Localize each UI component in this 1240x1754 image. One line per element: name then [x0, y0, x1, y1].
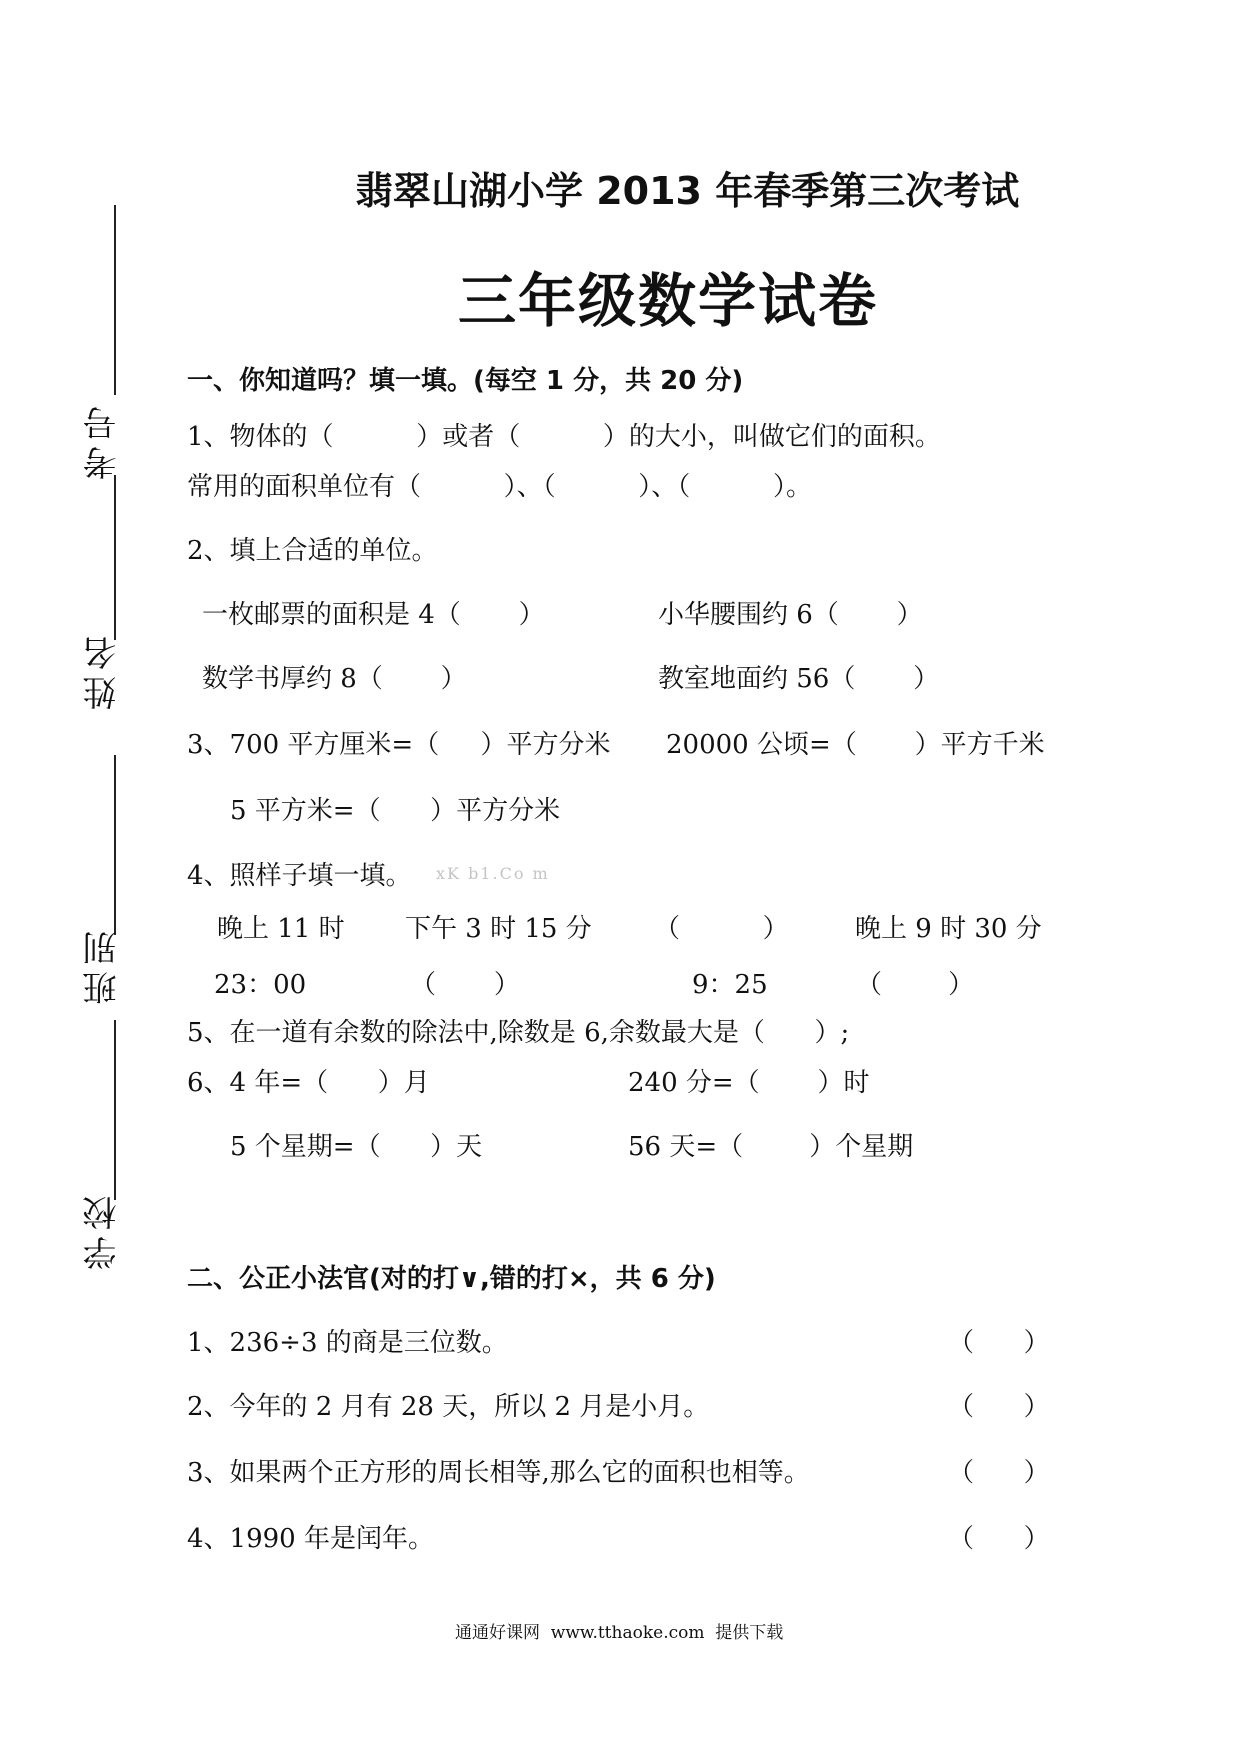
- question-1-line-2: 常用的面积单位有（ ）、（ ）、（ ）。: [187, 472, 812, 502]
- margin-rule-2: [114, 475, 116, 640]
- question-2: 2、填上合适的单位。: [187, 536, 438, 566]
- margin-rule-1: [114, 205, 116, 395]
- question-2-d: 教室地面约 56（ ）: [658, 664, 940, 694]
- question-5: 5、在一道有余数的除法中,除数是 6,余数最大是（ ）;: [187, 1018, 850, 1048]
- exam-no-label: 考号: [83, 400, 123, 480]
- name-label: 姓名: [83, 630, 123, 710]
- judge-item-4: 4、1990 年是闰年。: [187, 1524, 434, 1554]
- watermark: xK b1.Co m: [436, 864, 550, 883]
- section1-heading: 一、你知道吗？填一填。(每空 1 分，共 20 分): [187, 366, 744, 396]
- judge-item-4-answer: （ ）: [948, 1524, 1050, 1554]
- question-4-c: （ ）: [654, 914, 789, 944]
- question-3-a: 3、700 平方厘米=（ ）平方分米: [187, 730, 611, 760]
- question-6-a: 6、4 年=（ ）月: [187, 1068, 430, 1098]
- question-4-g: 9：25: [692, 970, 768, 1000]
- question-2-a: 一枚邮票的面积是 4（ ）: [202, 600, 545, 630]
- judge-item-3: 3、如果两个正方形的周长相等,那么它的面积也相等。: [187, 1458, 810, 1488]
- exam-title: 三年级数学试卷: [458, 267, 879, 335]
- question-4-b: 下午 3 时 15 分: [405, 914, 592, 944]
- section2-heading: 二、公正小法官(对的打∨,错的打×，共 6 分): [187, 1264, 716, 1294]
- question-4-e: 23：00: [214, 970, 307, 1000]
- question-6-d: 56 天=（ ）个星期: [628, 1132, 914, 1162]
- question-3-b: 20000 公顷=（ ）平方千米: [666, 730, 1045, 760]
- class-label: 班别: [83, 925, 123, 1005]
- judge-item-1-answer: （ ）: [948, 1328, 1050, 1358]
- judge-item-2-answer: （ ）: [948, 1392, 1050, 1422]
- question-4-d: 晚上 9 时 30 分: [855, 914, 1042, 944]
- school-label: 学校: [83, 1190, 123, 1270]
- question-3-c: 5 平方米=（ ）平方分米: [230, 796, 561, 826]
- question-4-a: 晚上 11 时: [217, 914, 345, 944]
- question-6-c: 5 个星期=（ ）天: [230, 1132, 483, 1162]
- question-1-line-1: 1、物体的（ ）或者（ ）的大小，叫做它们的面积。: [187, 422, 941, 452]
- judge-item-3-answer: （ ）: [948, 1458, 1050, 1488]
- question-4-f: （ ）: [410, 970, 520, 1000]
- question-6-b: 240 分=（ ）时: [628, 1068, 870, 1098]
- judge-item-2: 2、今年的 2 月有 28 天，所以 2 月是小月。: [187, 1392, 710, 1422]
- margin-rule-3: [114, 755, 116, 935]
- question-2-b: 小华腰围约 6（ ）: [658, 600, 923, 630]
- footer-credit: 通通好课网 www.tthaoke.com 提供下载: [455, 1623, 784, 1643]
- question-4-h: （ ）: [856, 970, 975, 1000]
- margin-rule-4: [114, 1020, 116, 1200]
- judge-item-1: 1、236÷3 的商是三位数。: [187, 1328, 508, 1358]
- question-2-c: 数学书厚约 8（ ）: [202, 664, 467, 694]
- exam-subtitle: 翡翠山湖小学 2013 年春季第三次考试: [355, 169, 1020, 213]
- question-4: 4、照样子填一填。: [187, 861, 412, 891]
